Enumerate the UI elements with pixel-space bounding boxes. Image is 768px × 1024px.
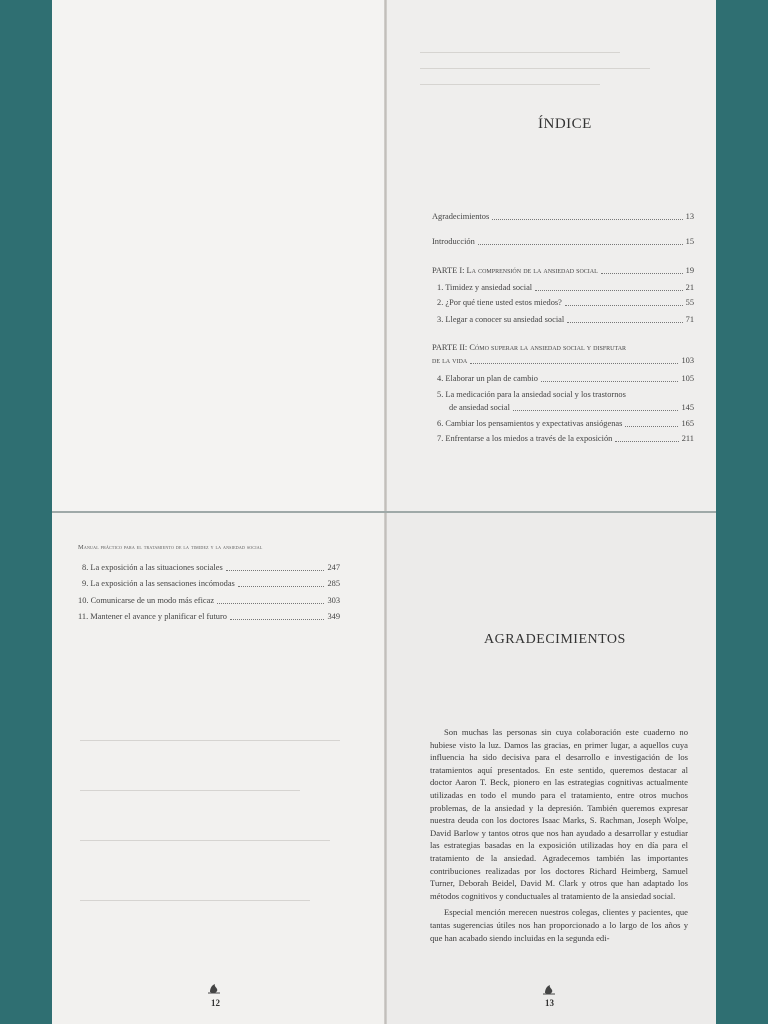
toc-label: 8. La exposición a las situaciones sociales (82, 563, 223, 572)
bleed-through-line (420, 52, 620, 53)
toc-page: 55 (685, 298, 694, 307)
toc-row-chapter5[interactable] (449, 402, 694, 413)
bleed-through-line (80, 740, 340, 741)
acknowledgements-title: AGRADECIMIENTOS (484, 632, 626, 647)
toc-page: 105 (681, 374, 694, 383)
toc-page: 247 (327, 563, 340, 572)
toc-chapter5-line1: 5. La medicación para la ansiedad social y los trastornos (437, 390, 626, 399)
index-title: ÍNDICE (538, 116, 592, 132)
toc-label: 6. Cambiar los pensamientos y expectativas ansiógenas (437, 419, 623, 428)
toc-label: 2. ¿Por qué tiene usted estos miedos? (437, 298, 562, 307)
publisher-logo-icon (542, 983, 556, 995)
bleed-through-line (80, 900, 310, 901)
toc-label: 11. Mantener el avance y planificar el futuro (78, 612, 227, 621)
toc-part-label-cont: de la vida (432, 356, 468, 365)
toc-leader (470, 363, 678, 364)
toc-leader (230, 619, 324, 620)
toc-page: 71 (685, 315, 694, 324)
toc-row-chapter3[interactable] (437, 314, 694, 325)
toc-page: 165 (681, 419, 694, 428)
toc-leader (601, 273, 683, 274)
running-header: Manual práctico para el tratamiento de la timidez y la ansiedad social (78, 544, 263, 551)
toc-label: Agradecimientos (432, 212, 490, 221)
toc-leader (567, 322, 682, 323)
toc-leader (478, 244, 683, 245)
toc-page: 15 (685, 237, 694, 246)
toc-row-introduction[interactable] (432, 236, 694, 247)
bleed-through-line (420, 84, 600, 85)
toc-label: de ansiedad social (449, 403, 510, 412)
bleed-through-line (420, 68, 650, 69)
toc-page: 285 (327, 579, 340, 588)
toc-leader (625, 426, 678, 427)
toc-page: 145 (681, 403, 694, 412)
paragraph: Son muchas las personas sin cuya colaboración este cuaderno no hubiese visto la luz. Damos las gracias, en primer lugar, a aquellos cuya influencia ha sido decisiva para el desarrollo e investigación de los tratamientos aquí presentados. En este sentido, queremos destacar al doctor Aaron T. Beck, pionero en las estrategias cognitivas actualmente utilizadas en todo el mundo para el tratamiento, entre otros muchos problemas, de la ansiedad y la depresión. También queremos expresar nuestra deuda con los doctores Isaac Marks, S. Rachman, Joseph Wolpe, David Barlow y tantos otros que nos han ayudado a desarrollar y estudiar las estrategias basadas en la exposición utilizadas hoy en día para el tratamiento de la ansiedad. Agradecemos también las importantes contribuciones realizadas por los doctores Richard Heimberg, Samuel Turner, Deborah Beidel, David M. Clark y otros que han adaptado los métodos cognitivos y conductuales al tratamiento de la ansiedad social. (430, 727, 688, 901)
toc-row-chapter8[interactable] (82, 562, 340, 573)
paragraph: Especial mención merecen nuestros colegas, clientes y pacientes, que tantas sugerencias útiles nos han proporcionado a lo largo de los años y que han acabado siendo incluidas en la segunda edi- (430, 907, 688, 943)
toc-leader (615, 441, 678, 442)
toc-leader (565, 305, 683, 306)
toc-row-chapter1[interactable] (437, 282, 694, 293)
toc-label: 4. Elaborar un plan de cambio (437, 374, 538, 383)
toc-page: 19 (685, 266, 694, 275)
toc-leader (535, 290, 682, 291)
toc-page: 349 (327, 612, 340, 621)
page-number-13: 13 (545, 998, 554, 1008)
toc-leader (492, 219, 682, 220)
bleed-through-line (80, 790, 300, 791)
toc-leader (238, 586, 325, 587)
toc-row-chapter11[interactable] (78, 611, 340, 622)
toc-label: 1. Timidez y ansiedad social (437, 283, 533, 292)
toc-page: 103 (681, 356, 694, 365)
toc-leader (541, 381, 679, 382)
page-number-12: 12 (211, 998, 220, 1008)
page-top-left-blank (52, 0, 386, 512)
toc-row-chapter7[interactable] (437, 433, 694, 444)
toc-label: Introducción (432, 237, 475, 246)
toc-row-chapter10[interactable] (78, 595, 340, 606)
toc-row-acknowledgements[interactable] (432, 211, 694, 222)
toc-page: 13 (685, 212, 694, 221)
toc-page: 303 (327, 596, 340, 605)
toc-row-chapter6[interactable] (437, 418, 694, 429)
toc-label: 10. Comunicarse de un modo más eficaz (78, 596, 215, 605)
toc-row-part2[interactable] (432, 355, 694, 366)
toc-page: 21 (685, 283, 694, 292)
publisher-logo-icon (207, 982, 221, 994)
toc-row-chapter4[interactable] (437, 373, 694, 384)
toc-part-label: PARTE I: La comprensión de la ansiedad social (432, 266, 598, 275)
toc-row-chapter9[interactable] (82, 578, 340, 589)
toc-page: 211 (681, 434, 694, 443)
toc-leader (513, 410, 679, 411)
scan-divider (52, 511, 716, 513)
toc-leader (217, 603, 324, 604)
toc-label: 3. Llegar a conocer su ansiedad social (437, 315, 565, 324)
toc-label: 7. Enfrentarse a los miedos a través de la exposición (437, 434, 613, 443)
toc-label: 9. La exposición a las sensaciones incómodas (82, 579, 235, 588)
toc-row-chapter2[interactable] (437, 297, 694, 308)
toc-leader (226, 570, 325, 571)
toc-part2-label: PARTE II: Cómo superar la ansiedad social y disfrutar (432, 343, 627, 352)
bleed-through-line (80, 840, 330, 841)
toc-row-part1[interactable] (432, 265, 694, 276)
acknowledgements-body (430, 726, 688, 944)
